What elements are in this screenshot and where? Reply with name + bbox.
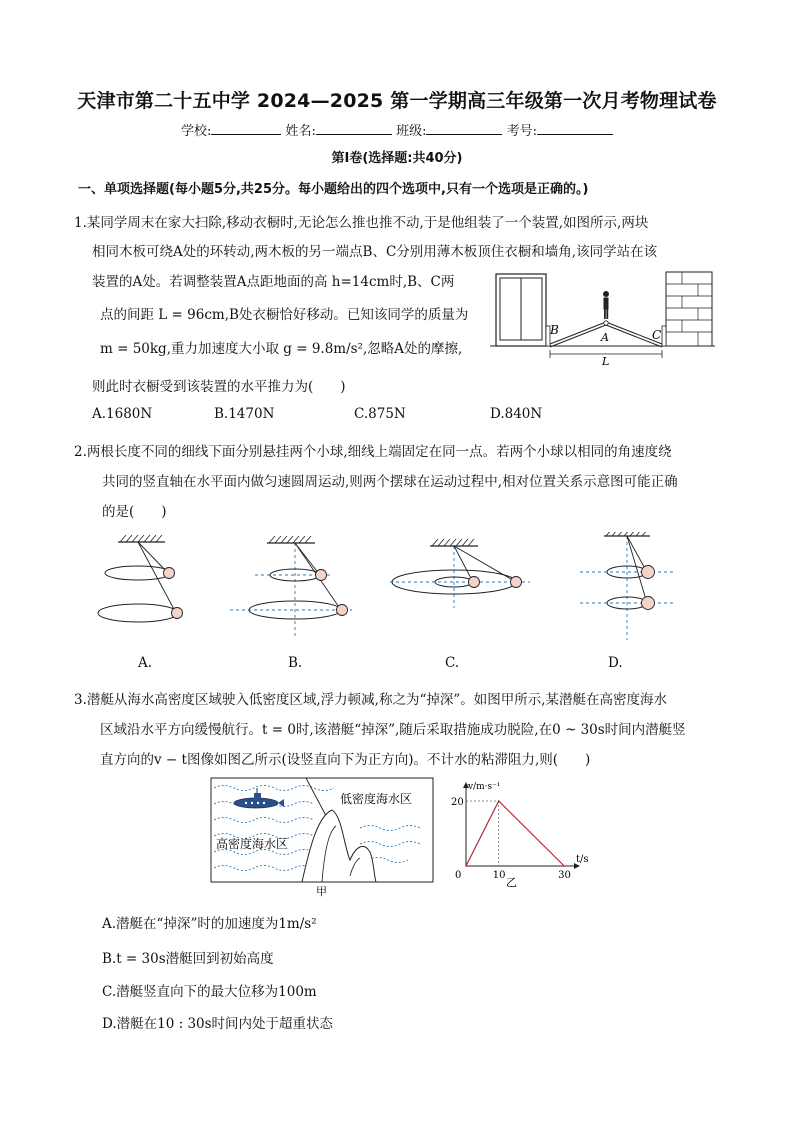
label-l: L (602, 355, 610, 368)
y-axis-label: v/m·s⁻¹ (468, 782, 501, 792)
q1-line5: m = 50kg,重力加速度大小取 g = 9.8m/s²,忽略A处的摩擦, (100, 341, 463, 357)
x-tick-label: 0 (455, 870, 462, 881)
q3-line2: 区域沿水平方向缓慢航行。t = 0时,该潜艇“掉深”,随后采取措施成功脱险,在0 ~ 30s时间内潜艇竖 (100, 722, 686, 738)
y-tick-label: 20 (451, 797, 464, 808)
q2-line1: 2.两根长度不同的细线下面分别悬挂两个小球,细线上端固定在同一点。若两个小球以相同的角速度绕 (74, 444, 672, 460)
q1-line4: 点的间距 L = 96cm,B处衣橱恰好移动。已知该同学的质量为 (100, 307, 469, 323)
q1-option-d[interactable]: D.840N (490, 406, 543, 422)
page-title: 天津市第二十五中学 2024—2025 第一学期高三年级第一次月考物理试卷 (77, 90, 717, 112)
q2-option-d[interactable]: D. (608, 655, 623, 671)
q2-figure-b (230, 536, 352, 638)
class-blank[interactable] (426, 121, 502, 135)
q2-figures (90, 532, 690, 644)
q2-option-b[interactable]: B. (288, 655, 303, 671)
q3-option-b[interactable]: B.t = 30s潜艇回到初始高度 (102, 951, 274, 967)
q2-option-c[interactable]: C. (445, 655, 460, 671)
data-point (465, 865, 467, 867)
q1-option-b[interactable]: B.1470N (214, 406, 275, 422)
x-axis-label: t/s (576, 854, 589, 865)
q2-line3: 的是( ) (102, 504, 167, 520)
name-blank[interactable] (316, 121, 392, 135)
thin-board-c (662, 326, 666, 346)
q3-option-d[interactable]: D.潜艇在10 : 30s时间内处于超重状态 (102, 1016, 334, 1032)
label-low-density: 低密度海水区 (340, 792, 413, 806)
q2-figure-d (580, 532, 675, 640)
number-label: 考号: (506, 124, 537, 139)
q2-figure-c (390, 539, 530, 608)
data-point (563, 865, 565, 867)
chart-caption: 乙 (506, 876, 517, 889)
q3-line1: 3.潜艇从海水高密度区域驶入低密度区域,浮力顿减,称之为“掉深”。如图甲所示,某潜艇在高密度海水 (74, 692, 668, 708)
school-blank[interactable] (211, 121, 281, 135)
wardrobe (496, 274, 546, 346)
ring-a (604, 321, 608, 325)
q3-option-a[interactable]: A.潜艇在“掉深”时的加速度为1m/s² (102, 916, 317, 932)
label-b: B (550, 323, 559, 337)
school-label: 学校: (181, 124, 212, 139)
label-a: A (601, 331, 609, 344)
q1-figure (490, 268, 715, 368)
x-tick-label: 10 (492, 870, 506, 881)
caption-a: 甲 (316, 885, 327, 898)
q2-line2: 共同的竖直轴在水平面内做匀速圆周运动,则两个摆球在运动过程中,相对位置关系示意图可能正确 (102, 474, 678, 490)
number-blank[interactable] (537, 121, 613, 135)
q1-line6: 则此时衣橱受到该装置的水平推力为( ) (92, 379, 346, 395)
q1-option-a[interactable]: A.1680N (92, 406, 153, 422)
data-point (498, 800, 500, 802)
label-c: C (652, 328, 662, 342)
q3-figure-a (210, 776, 435, 898)
q2-option-a[interactable]: A. (138, 655, 153, 671)
q1-line3: 装置的A处。若调整装置A点距地面的高 h=14cm时,B、C两 (92, 274, 455, 290)
q1-line1: 1.某同学周末在家大扫除,移动衣橱时,无论怎么推也推不动,于是他组装了一个装置,如图所示,两块 (74, 215, 649, 231)
q3-vt-chart (448, 780, 598, 890)
section-heading: 一、单项选择题(每小题5分,共25分。每小题给出的四个选项中,只有一个选项是正确的。) (78, 182, 589, 197)
wall (666, 272, 712, 346)
student-info-line (0, 120, 794, 139)
q3-line3: 直方向的v − t图像如图乙所示(设竖直向下为正方向)。不计水的粘滞阻力,则( ) (100, 752, 591, 768)
label-high-density: 高密度海水区 (216, 837, 289, 851)
q3-option-c[interactable]: C.潜艇竖直向下的最大位移为100m (102, 984, 317, 1000)
person-figure (603, 291, 609, 319)
name-label: 姓名: (285, 124, 316, 139)
q2-figure-a (98, 535, 183, 622)
velocity-series-line (466, 801, 564, 866)
class-label: 班级: (396, 124, 427, 139)
x-tick-label: 30 (558, 870, 571, 881)
volume-heading: 第Ⅰ卷(选择题:共40分) (331, 151, 463, 166)
q1-line2: 相同木板可绕A处的环转动,两木板的另一端点B、C分别用薄木板顶住衣橱和墙角,该同学站在该 (92, 244, 658, 260)
q1-option-c[interactable]: C.875N (354, 406, 406, 422)
